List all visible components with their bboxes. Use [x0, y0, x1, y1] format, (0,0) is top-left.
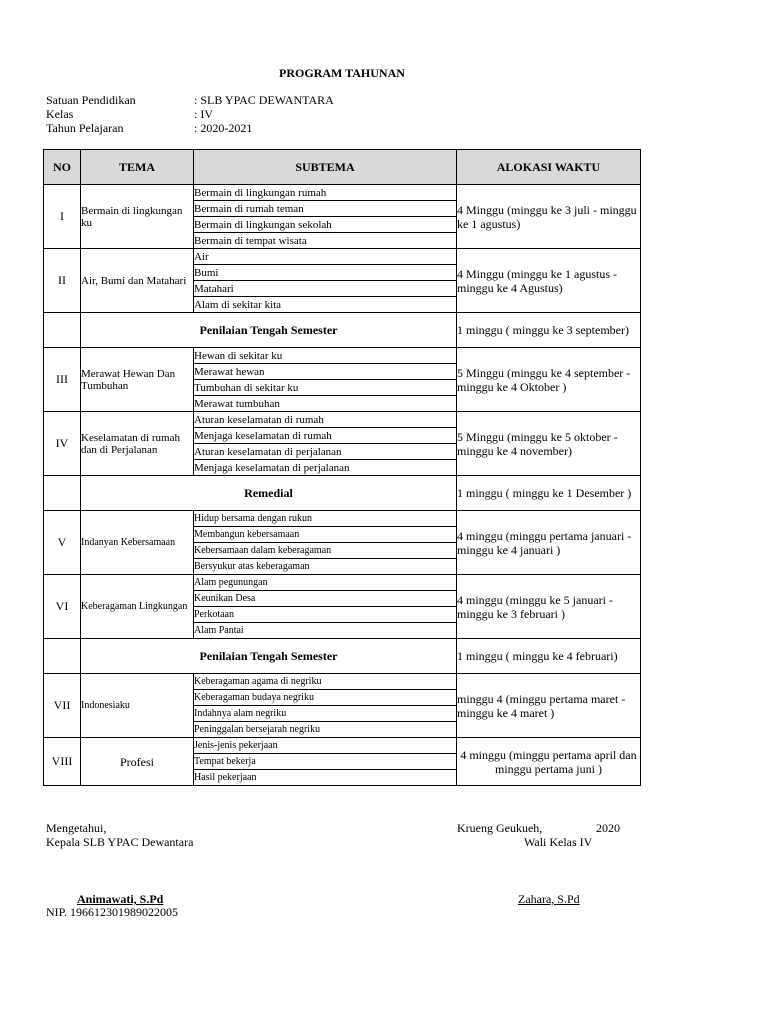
subtema-cell: Bersyukur atas keberagaman [194, 559, 457, 575]
table-row [44, 249, 641, 265]
alokasi-cell: 1 minggu ( minggu ke 1 Desember ) [457, 476, 641, 511]
subtema-cell: Bumi [194, 265, 457, 281]
alokasi-cell: 1 minggu ( minggu ke 4 februari) [457, 639, 641, 674]
meta-label: Kelas [46, 107, 74, 121]
subtema-cell: Bermain di rumah teman [194, 201, 457, 217]
tema-cell: Profesi [81, 738, 194, 786]
alokasi-cell: 4 minggu (minggu ke 5 januari - minggu ke 3 februari ) [457, 575, 641, 639]
headmaster-nip: NIP. 196612301989022005 [46, 905, 179, 919]
header-no: NO [44, 150, 81, 185]
headmaster-title: Kepala SLB YPAC Dewantara [46, 835, 194, 849]
subtema-cell: Keunikan Desa [194, 591, 457, 607]
table-body [44, 185, 641, 786]
alokasi-cell: 5 Minggu (minggu ke 5 oktober - minggu ke 4 november) [457, 412, 641, 476]
subtema-cell: Kebersamaan dalam keberagaman [194, 543, 457, 559]
subtema-cell: Alam pegunungan [194, 575, 457, 591]
subtema-cell: Bermain di lingkungan sekolah [194, 217, 457, 233]
exam-row [44, 313, 641, 348]
header-tema: TEMA [81, 150, 194, 185]
exam-no-cell [44, 639, 81, 674]
row-number: IV [44, 412, 81, 476]
subtema-cell: Air [194, 249, 457, 265]
document-title: PROGRAM TAHUNAN [279, 66, 405, 80]
exam-label: Remedial [81, 476, 457, 511]
subtema-cell: Jenis-jenis pekerjaan [194, 738, 457, 754]
tema-cell: Keselamatan di rumah dan di Perjalanan [81, 412, 194, 476]
row-number: V [44, 511, 81, 575]
alokasi-cell: minggu 4 (minggu pertama maret - minggu ke 4 maret ) [457, 674, 641, 738]
exam-no-cell [44, 476, 81, 511]
place-text: Krueng Geukueh, [457, 821, 543, 835]
subtema-cell: Hidup bersama dengan rukun [194, 511, 457, 527]
subtema-cell: Matahari [194, 281, 457, 297]
subtema-cell: Merawat tumbuhan [194, 396, 457, 412]
tema-cell: Merawat Hewan Dan Tumbuhan [81, 348, 194, 412]
tema-cell: Bermain di lingkungan ku [81, 185, 194, 249]
subtema-cell: Aturan keselamatan di rumah [194, 412, 457, 428]
table-row [44, 348, 641, 364]
tema-cell: Keberagaman Lingkungan [81, 575, 194, 639]
row-number: VI [44, 575, 81, 639]
table-row [44, 185, 641, 201]
alokasi-cell: 4 Minggu (minggu ke 1 agustus - minggu ke 4 Agustus) [457, 249, 641, 313]
exam-label: Penilaian Tengah Semester [81, 639, 457, 674]
subtema-cell: Aturan keselamatan di perjalanan [194, 444, 457, 460]
table-row [44, 511, 641, 527]
subtema-cell: Indahnya alam negriku [194, 706, 457, 722]
alokasi-cell: 5 Minggu (minggu ke 4 september - minggu ke 4 Oktober ) [457, 348, 641, 412]
subtema-cell: Hewan di sekitar ku [194, 348, 457, 364]
table-row [44, 575, 641, 591]
subtema-cell: Bermain di tempat wisata [194, 233, 457, 249]
program-table [43, 149, 641, 786]
subtema-cell: Menjaga keselamatan di rumah [194, 428, 457, 444]
table-header-row [44, 150, 641, 185]
alokasi-cell: 4 minggu (minggu pertama januari - minggu ke 4 januari ) [457, 511, 641, 575]
table-row [44, 738, 641, 754]
row-number: I [44, 185, 81, 249]
alokasi-cell: 4 minggu (minggu pertama april dan minggu pertama juni ) [457, 738, 641, 786]
subtema-cell: Tumbuhan di sekitar ku [194, 380, 457, 396]
teacher-name: Zahara, S.Pd [518, 892, 580, 906]
subtema-cell: Alam Pantai [194, 623, 457, 639]
exam-row [44, 476, 641, 511]
exam-label: Penilaian Tengah Semester [81, 313, 457, 348]
subtema-cell: Keberagaman budaya negriku [194, 690, 457, 706]
meta-label: Satuan Pendidikan [46, 93, 136, 107]
table-row [44, 674, 641, 690]
teacher-title: Wali Kelas IV [524, 835, 593, 849]
exam-no-cell [44, 313, 81, 348]
subtema-cell: Bermain di lingkungan rumah [194, 185, 457, 201]
alokasi-cell: 4 Minggu (minggu ke 3 juli - minggu ke 1 agustus) [457, 185, 641, 249]
tema-cell: Air, Bumi dan Matahari [81, 249, 194, 313]
tema-cell: Indonesiaku [81, 674, 194, 738]
subtema-cell: Merawat hewan [194, 364, 457, 380]
row-number: VIII [44, 738, 81, 786]
header-subtema: SUBTEMA [194, 150, 457, 185]
meta-value: : IV [194, 107, 213, 121]
meta-value: : SLB YPAC DEWANTARA [194, 93, 334, 107]
meta-value: : 2020-2021 [194, 121, 253, 135]
acknowledge-text: Mengetahui, [46, 821, 107, 835]
subtema-cell: Peninggalan bersejarah negriku [194, 722, 457, 738]
subtema-cell: Perkotaan [194, 607, 457, 623]
meta-label: Tahun Pelajaran [46, 121, 124, 135]
row-number: II [44, 249, 81, 313]
alokasi-cell: 1 minggu ( minggu ke 3 september) [457, 313, 641, 348]
exam-row [44, 639, 641, 674]
subtema-cell: Hasil pekerjaan [194, 770, 457, 786]
tema-cell: Indanyan Kebersamaan [81, 511, 194, 575]
subtema-cell: Membangun kebersamaan [194, 527, 457, 543]
subtema-cell: Menjaga keselamatan di perjalanan [194, 460, 457, 476]
subtema-cell: Keberagaman agama di negriku [194, 674, 457, 690]
subtema-cell: Alam di sekitar kita [194, 297, 457, 313]
row-number: III [44, 348, 81, 412]
row-number: VII [44, 674, 81, 738]
subtema-cell: Tempat bekerja [194, 754, 457, 770]
table-row [44, 412, 641, 428]
headmaster-name: Animawati, S.Pd [77, 892, 164, 906]
header-alokasi: ALOKASI WAKTU [457, 150, 641, 185]
year-text: 2020 [596, 821, 620, 835]
